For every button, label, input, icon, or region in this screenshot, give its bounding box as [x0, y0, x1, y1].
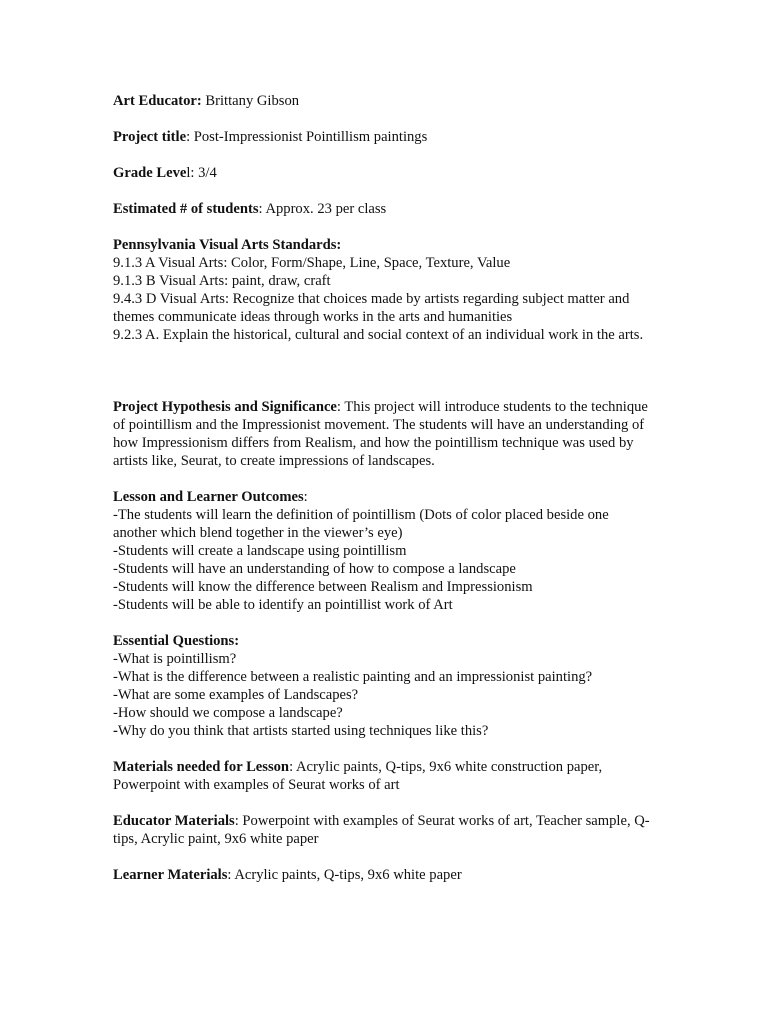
educator-label: Art Educator: — [113, 93, 202, 109]
materials-educator-label: Educator Materials — [113, 813, 235, 829]
outcomes-suffix: : — [303, 489, 308, 505]
standard-item: 9.1.3 B Visual Arts: paint, draw, craft — [113, 273, 331, 289]
standard-item: 9.4.3 D Visual Arts: Recognize that choices made by artists regarding subject matter and themes communicate ideas through works in the arts and humanities — [113, 291, 630, 325]
question-item: -What is the difference between a realistic painting and an impressionist painting? — [113, 669, 593, 685]
outcome-item: -Students will know the difference between Realism and Impressionism — [113, 579, 533, 595]
outcome-item: -Students will create a landscape using pointillism — [113, 543, 407, 559]
hypothesis-label: Project Hypothesis and Significance — [113, 399, 337, 415]
project-title-label: Project title — [113, 129, 187, 145]
materials-learner-label: Learner Materials — [113, 867, 228, 883]
question-item: -How should we compose a landscape? — [113, 705, 343, 721]
questions-section — [113, 632, 653, 740]
hypothesis-text: : This project will introduce students to the technique of pointillism and the Impressionist movement. The students will have an understanding of how Impressionism differs from Realism, and how the pointillism technique was used by artists like, Seurat, to create impressions of landscapes. — [113, 399, 648, 469]
standards-section — [113, 236, 653, 344]
project-title-line — [113, 128, 653, 146]
question-item: -What are some examples of Landscapes? — [113, 687, 359, 703]
students-line — [113, 200, 653, 218]
educator-value: Brittany Gibson — [201, 93, 300, 109]
question-item — [113, 722, 653, 740]
standards-heading: Pennsylvania Visual Arts Standards: — [113, 237, 342, 253]
outcome-item: -Students will be able to identify an pointillist work of Art — [113, 597, 453, 613]
students-value: : Approx. 23 per class — [258, 201, 387, 217]
questions-heading: Essential Questions: — [113, 633, 240, 649]
materials-lesson-paragraph — [113, 758, 653, 794]
lesson-plan-document — [113, 92, 653, 884]
question-text: Why do you think that artists started using techniques like this? — [117, 723, 489, 739]
grade-level-line — [113, 164, 653, 182]
outcomes-section — [113, 488, 653, 614]
outcome-item: -The students will learn the definition of pointillism (Dots of color placed beside one another which blend together in the viewer’s eye) — [113, 507, 609, 541]
materials-educator-text: : Powerpoint with examples of Seurat works of art, Teacher sample, Q-tips, Acrylic paint, 9x6 white paper — [113, 813, 650, 847]
hypothesis-paragraph — [113, 398, 653, 470]
materials-learner-paragraph — [113, 866, 653, 884]
project-title-value: : Post-Impressionist Pointillism paintings — [186, 129, 428, 145]
materials-learner-text: : Acrylic paints, Q-tips, 9x6 white paper — [227, 867, 462, 883]
materials-lesson-text: : Acrylic paints, Q-tips, 9x6 white construction paper, Powerpoint with examples of Seurat works of art — [113, 759, 603, 793]
question-item: -What is pointillism? — [113, 651, 237, 667]
students-label: Estimated # of students — [113, 201, 259, 217]
grade-level-value: l: 3/4 — [186, 165, 217, 181]
educator-line — [113, 92, 653, 110]
question-dash: - — [113, 723, 118, 739]
outcomes-label: Lesson and Learner Outcomes — [113, 489, 304, 505]
standard-item: 9.2.3 A. Explain the historical, cultural and social context of an individual work in the arts. — [113, 327, 644, 343]
outcome-item: -Students will have an understanding of how to compose a landscape — [113, 561, 516, 577]
grade-level-label: Grade Leve — [113, 165, 187, 181]
standard-item: 9.1.3 A Visual Arts: Color, Form/Shape, Line, Space, Texture, Value — [113, 255, 511, 271]
materials-lesson-label: Materials needed for Lesson — [113, 759, 290, 775]
materials-educator-paragraph — [113, 812, 653, 848]
outcomes-heading — [113, 488, 653, 506]
